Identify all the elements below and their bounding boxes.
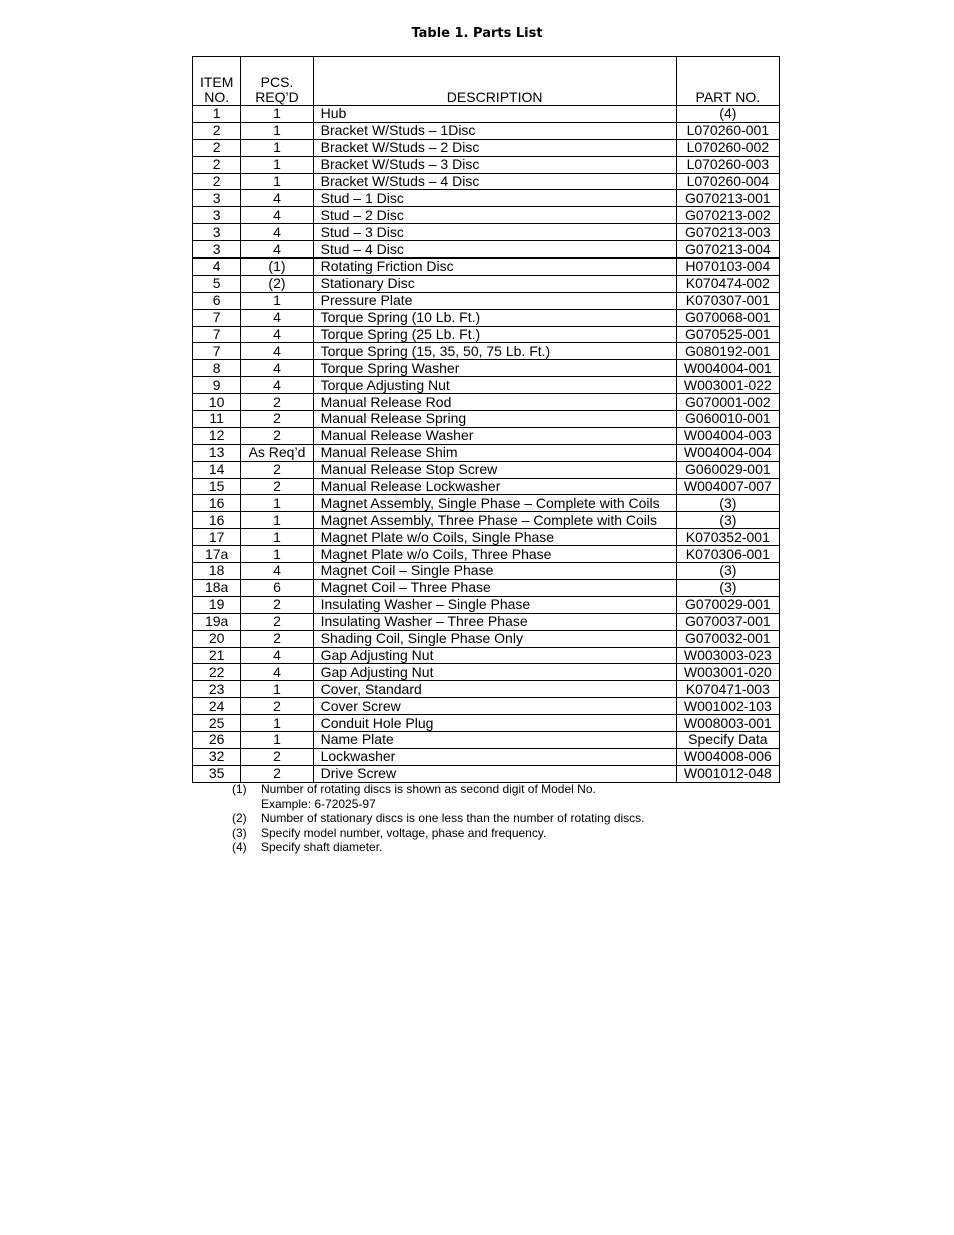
cell-description: Stud – 3 Disc: [313, 224, 676, 241]
cell-item-no: 15: [193, 478, 241, 495]
cell-part-no: K070352-001: [676, 529, 779, 546]
cell-item-no: 2: [193, 156, 241, 173]
header-description: DESCRIPTION: [313, 57, 676, 106]
cell-pcs-reqd: 1: [241, 529, 313, 546]
table-row: [193, 495, 780, 512]
cell-pcs-reqd: 2: [241, 748, 313, 765]
cell-pcs-reqd: 1: [241, 139, 313, 156]
footnotes: [232, 782, 645, 855]
cell-description: Cover Screw: [313, 698, 676, 715]
cell-pcs-reqd: 2: [241, 596, 313, 613]
cell-part-no: (3): [676, 563, 779, 580]
cell-description: Manual Release Shim: [313, 444, 676, 461]
cell-pcs-reqd: 2: [241, 461, 313, 478]
cell-part-no: W008003-001: [676, 715, 779, 732]
table-row: [193, 698, 780, 715]
cell-pcs-reqd: 1: [241, 546, 313, 563]
cell-pcs-reqd: 2: [241, 613, 313, 630]
table-row: [193, 546, 780, 563]
cell-description: Stud – 1 Disc: [313, 190, 676, 207]
cell-item-no: 9: [193, 377, 241, 394]
cell-pcs-reqd: 4: [241, 309, 313, 326]
cell-description: Magnet Assembly, Three Phase – Complete with Coils: [313, 512, 676, 529]
table-row: [193, 275, 780, 292]
cell-description: Magnet Plate w/o Coils, Single Phase: [313, 529, 676, 546]
cell-item-no: 13: [193, 444, 241, 461]
cell-pcs-reqd: 1: [241, 681, 313, 698]
cell-item-no: 22: [193, 664, 241, 681]
table-row: [193, 258, 780, 275]
footnote-text: [261, 826, 546, 841]
table-row: [193, 122, 780, 139]
table-row: [193, 106, 780, 123]
cell-pcs-reqd: 1: [241, 512, 313, 529]
table-row: [193, 427, 780, 444]
footnote-line: Specify model number, voltage, phase and frequency.: [261, 825, 547, 840]
cell-pcs-reqd: 4: [241, 224, 313, 241]
table-row: [193, 596, 780, 613]
cell-description: Insulating Washer – Three Phase: [313, 613, 676, 630]
cell-description: Bracket W/Studs – 2 Disc: [313, 139, 676, 156]
cell-part-no: G070213-002: [676, 207, 779, 224]
cell-pcs-reqd: 4: [241, 207, 313, 224]
cell-description: Bracket W/Studs – 4 Disc: [313, 173, 676, 190]
header-item-line2: NO.: [204, 89, 230, 105]
cell-pcs-reqd: 1: [241, 731, 313, 748]
cell-description: Bracket W/Studs – 1Disc: [313, 122, 676, 139]
cell-description: Manual Release Stop Screw: [313, 461, 676, 478]
cell-description: Cover, Standard: [313, 681, 676, 698]
cell-item-no: 3: [193, 190, 241, 207]
cell-description: Stud – 2 Disc: [313, 207, 676, 224]
cell-description: Rotating Friction Disc: [313, 258, 676, 275]
cell-pcs-reqd: 1: [241, 173, 313, 190]
table-row: [193, 731, 780, 748]
table-row: [193, 360, 780, 377]
cell-item-no: 23: [193, 681, 241, 698]
cell-description: Magnet Plate w/o Coils, Three Phase: [313, 546, 676, 563]
cell-part-no: G070029-001: [676, 596, 779, 613]
cell-pcs-reqd: 1: [241, 106, 313, 123]
table-row: [193, 241, 780, 258]
cell-part-no: W003003-023: [676, 647, 779, 664]
cell-part-no: (4): [676, 106, 779, 123]
cell-description: Shading Coil, Single Phase Only: [313, 630, 676, 647]
table-row: [193, 630, 780, 647]
cell-item-no: 8: [193, 360, 241, 377]
cell-item-no: 7: [193, 326, 241, 343]
cell-description: Manual Release Washer: [313, 427, 676, 444]
footnote-number: (4): [232, 840, 247, 854]
cell-pcs-reqd: 6: [241, 579, 313, 596]
cell-description: Conduit Hole Plug: [313, 715, 676, 732]
cell-item-no: 14: [193, 461, 241, 478]
cell-pcs-reqd: 4: [241, 647, 313, 664]
cell-part-no: G070213-004: [676, 241, 779, 258]
cell-item-no: 25: [193, 715, 241, 732]
cell-description: Torque Spring (25 Lb. Ft.): [313, 326, 676, 343]
cell-part-no: G060029-001: [676, 461, 779, 478]
table-row: [193, 563, 780, 580]
footnote: [232, 811, 645, 826]
cell-pcs-reqd: 4: [241, 343, 313, 360]
table-row: [193, 681, 780, 698]
table-header: [193, 57, 780, 106]
cell-pcs-reqd: 2: [241, 478, 313, 495]
cell-part-no: G080192-001: [676, 343, 779, 360]
table-row: [193, 224, 780, 241]
table-row: [193, 748, 780, 765]
table-row: [193, 715, 780, 732]
cell-item-no: 26: [193, 731, 241, 748]
cell-pcs-reqd: 1: [241, 122, 313, 139]
header-item-line1: ITEM: [199, 74, 234, 90]
cell-item-no: 16: [193, 512, 241, 529]
cell-item-no: 18a: [193, 579, 241, 596]
header-item-no: [193, 57, 241, 106]
cell-part-no: (3): [676, 512, 779, 529]
cell-description: Gap Adjusting Nut: [313, 647, 676, 664]
table-row: [193, 394, 780, 411]
cell-item-no: 21: [193, 647, 241, 664]
cell-item-no: 2: [193, 173, 241, 190]
cell-part-no: H070103-004: [676, 258, 779, 275]
cell-part-no: W003001-020: [676, 664, 779, 681]
table-row: [193, 478, 780, 495]
table-row: [193, 139, 780, 156]
table-row: [193, 207, 780, 224]
table-row: [193, 343, 780, 360]
cell-description: Magnet Coil – Three Phase: [313, 579, 676, 596]
footnote: [232, 826, 645, 841]
table-row: [193, 377, 780, 394]
footnote-text: [261, 782, 596, 811]
cell-part-no: (3): [676, 579, 779, 596]
cell-part-no: G070068-001: [676, 309, 779, 326]
cell-part-no: G070525-001: [676, 326, 779, 343]
cell-item-no: 7: [193, 309, 241, 326]
cell-description: Magnet Assembly, Single Phase – Complete with Coils: [313, 495, 676, 512]
header-pcs-line1: PCS.: [260, 74, 294, 90]
table-row: [193, 647, 780, 664]
cell-description: Insulating Washer – Single Phase: [313, 596, 676, 613]
cell-pcs-reqd: 2: [241, 698, 313, 715]
cell-item-no: 35: [193, 765, 241, 782]
cell-description: Magnet Coil – Single Phase: [313, 563, 676, 580]
table-row: [193, 411, 780, 428]
cell-part-no: W004004-004: [676, 444, 779, 461]
table-row: [193, 156, 780, 173]
cell-part-no: W004007-007: [676, 478, 779, 495]
cell-description: Torque Spring Washer: [313, 360, 676, 377]
cell-item-no: 1: [193, 106, 241, 123]
cell-part-no: W004004-003: [676, 427, 779, 444]
cell-item-no: 3: [193, 207, 241, 224]
footnote-number: (1): [232, 782, 247, 796]
footnote: [232, 782, 645, 811]
cell-description: Hub: [313, 106, 676, 123]
cell-pcs-reqd: 2: [241, 427, 313, 444]
cell-description: Stationary Disc: [313, 275, 676, 292]
cell-item-no: 3: [193, 224, 241, 241]
table-row: [193, 613, 780, 630]
cell-item-no: 20: [193, 630, 241, 647]
cell-part-no: L070260-003: [676, 156, 779, 173]
cell-pcs-reqd: 4: [241, 326, 313, 343]
table-row: [193, 444, 780, 461]
cell-description: Gap Adjusting Nut: [313, 664, 676, 681]
cell-item-no: 5: [193, 275, 241, 292]
cell-description: Torque Spring (15, 35, 50, 75 Lb. Ft.): [313, 343, 676, 360]
cell-part-no: (3): [676, 495, 779, 512]
cell-item-no: 4: [193, 258, 241, 275]
cell-item-no: 7: [193, 343, 241, 360]
cell-description: Name Plate: [313, 731, 676, 748]
table-row: [193, 579, 780, 596]
footnote: [232, 840, 645, 855]
cell-part-no: W004008-006: [676, 748, 779, 765]
cell-pcs-reqd: As Req’d: [241, 444, 313, 461]
cell-pcs-reqd: (1): [241, 258, 313, 275]
cell-part-no: Specify Data: [676, 731, 779, 748]
cell-part-no: G060010-001: [676, 411, 779, 428]
cell-description: Manual Release Spring: [313, 411, 676, 428]
cell-item-no: 2: [193, 139, 241, 156]
cell-description: Manual Release Lockwasher: [313, 478, 676, 495]
cell-part-no: G070213-001: [676, 190, 779, 207]
table-row: [193, 309, 780, 326]
cell-pcs-reqd: 4: [241, 190, 313, 207]
header-pcs-reqd: [241, 57, 313, 106]
cell-item-no: 17a: [193, 546, 241, 563]
cell-pcs-reqd: 1: [241, 156, 313, 173]
cell-description: Stud – 4 Disc: [313, 241, 676, 258]
footnote-line: Specify shaft diameter.: [261, 840, 383, 854]
header-part-no: PART NO.: [676, 57, 779, 106]
cell-pcs-reqd: 4: [241, 241, 313, 258]
cell-item-no: 32: [193, 748, 241, 765]
cell-item-no: 16: [193, 495, 241, 512]
table-row: [193, 664, 780, 681]
cell-item-no: 6: [193, 292, 241, 309]
cell-pcs-reqd: 2: [241, 394, 313, 411]
footnote-line: Number of stationary discs is one less than the number of rotating discs.: [261, 811, 645, 825]
table-title: Table 1. Parts List: [411, 26, 543, 41]
cell-part-no: K070474-002: [676, 275, 779, 292]
cell-part-no: K070306-001: [676, 546, 779, 563]
footnote-line: Example: 6-72025-97: [261, 796, 376, 811]
footnote-text: [261, 811, 645, 826]
table-row: [193, 292, 780, 309]
cell-part-no: G070032-001: [676, 630, 779, 647]
footnote-number: (2): [232, 811, 247, 825]
header-pcs-line2: REQ’D: [255, 89, 299, 105]
table-row: [193, 461, 780, 478]
cell-description: Bracket W/Studs – 3 Disc: [313, 156, 676, 173]
cell-part-no: G070213-003: [676, 224, 779, 241]
cell-part-no: W001012-048: [676, 765, 779, 782]
cell-part-no: G070001-002: [676, 394, 779, 411]
cell-pcs-reqd: 2: [241, 411, 313, 428]
cell-item-no: 2: [193, 122, 241, 139]
cell-item-no: 3: [193, 241, 241, 258]
cell-item-no: 12: [193, 427, 241, 444]
cell-item-no: 11: [193, 411, 241, 428]
cell-pcs-reqd: 2: [241, 765, 313, 782]
table-row: [193, 529, 780, 546]
cell-pcs-reqd: 4: [241, 563, 313, 580]
cell-part-no: G070037-001: [676, 613, 779, 630]
footnote-line: Number of rotating discs is shown as second digit of Model No.: [261, 782, 596, 796]
cell-part-no: W004004-001: [676, 360, 779, 377]
cell-pcs-reqd: 4: [241, 377, 313, 394]
cell-item-no: 19: [193, 596, 241, 613]
cell-part-no: L070260-002: [676, 139, 779, 156]
cell-description: Pressure Plate: [313, 292, 676, 309]
cell-part-no: K070307-001: [676, 292, 779, 309]
cell-description: Drive Screw: [313, 765, 676, 782]
cell-part-no: W003001-022: [676, 377, 779, 394]
cell-part-no: K070471-003: [676, 681, 779, 698]
cell-part-no: W001002-103: [676, 698, 779, 715]
cell-item-no: 19a: [193, 613, 241, 630]
cell-item-no: 18: [193, 563, 241, 580]
cell-part-no: L070260-004: [676, 173, 779, 190]
cell-description: Lockwasher: [313, 748, 676, 765]
footnote-number: (3): [232, 825, 247, 840]
cell-description: Torque Adjusting Nut: [313, 377, 676, 394]
cell-pcs-reqd: 1: [241, 495, 313, 512]
table-row: [193, 512, 780, 529]
table-row: [193, 326, 780, 343]
cell-pcs-reqd: 1: [241, 715, 313, 732]
cell-description: Torque Spring (10 Lb. Ft.): [313, 309, 676, 326]
cell-pcs-reqd: 4: [241, 360, 313, 377]
table-row: [193, 173, 780, 190]
cell-item-no: 10: [193, 394, 241, 411]
cell-pcs-reqd: 1: [241, 292, 313, 309]
cell-item-no: 24: [193, 698, 241, 715]
cell-pcs-reqd: (2): [241, 275, 313, 292]
parts-table: [192, 56, 780, 783]
cell-item-no: 17: [193, 529, 241, 546]
cell-pcs-reqd: 2: [241, 630, 313, 647]
footnote-text: [261, 840, 382, 855]
cell-description: Manual Release Rod: [313, 394, 676, 411]
table-row: [193, 190, 780, 207]
table-body: [193, 106, 780, 783]
cell-pcs-reqd: 4: [241, 664, 313, 681]
header-row: [193, 57, 780, 106]
table-row: [193, 765, 780, 782]
cell-part-no: L070260-001: [676, 122, 779, 139]
